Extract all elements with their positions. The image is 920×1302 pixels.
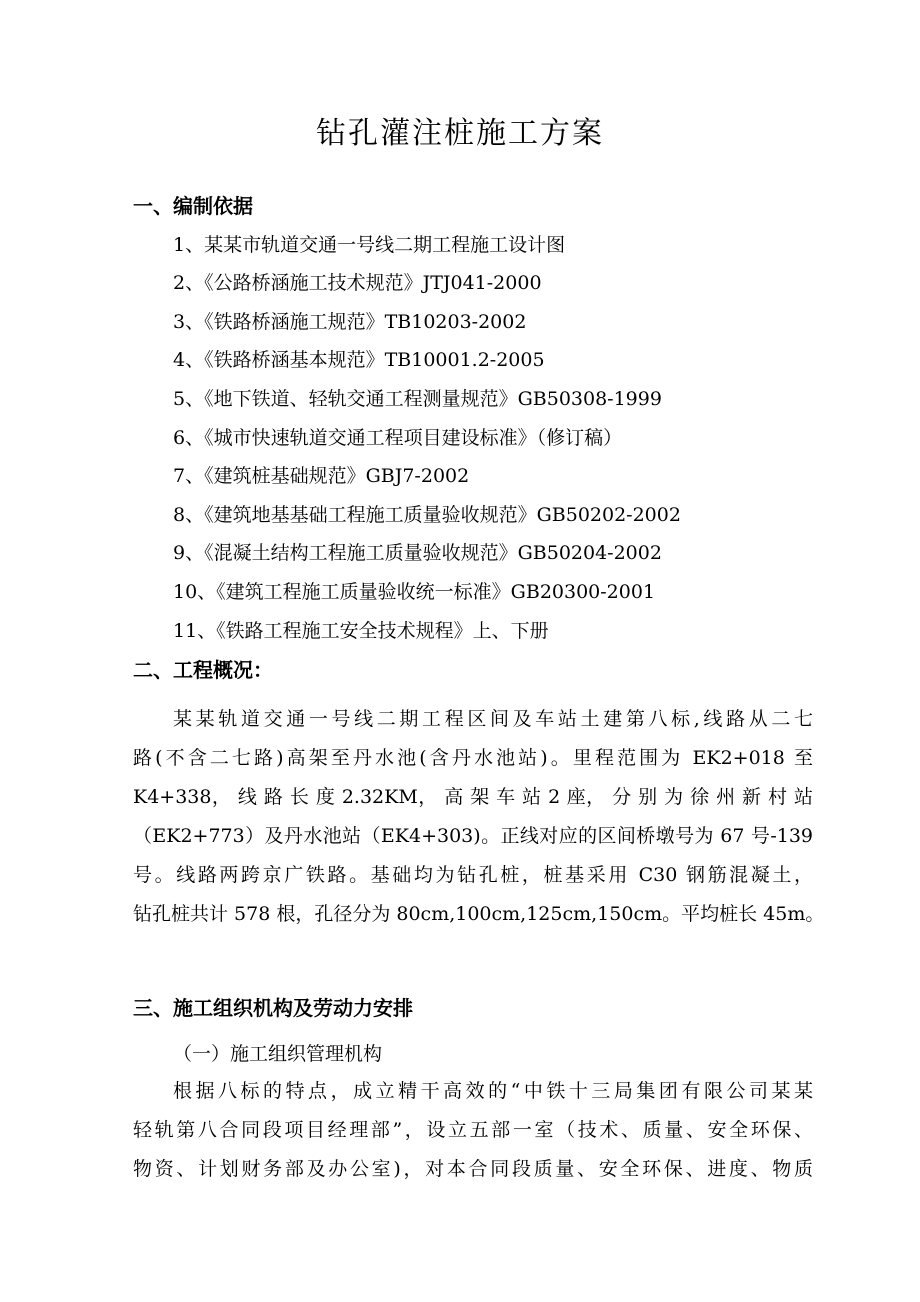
- paragraph-line: 路(不含二七路)高架至丹水池(含丹水池站)。里程范围为 EK2+018 至: [133, 747, 813, 769]
- reference-item: 7、《建筑桩基础规范》GBJ7-2002: [173, 465, 470, 487]
- section-heading-overview: 二、工程概况：: [133, 658, 273, 682]
- reference-item: 2、《公路桥涵施工技术规范》JTJ041-2000: [173, 272, 542, 294]
- reference-item: 6、《城市快速轨道交通工程项目建设标准》（修订稿）: [173, 427, 623, 449]
- reference-item: 11、《铁路工程施工安全技术规程》上、下册: [173, 620, 549, 642]
- document-title: 钻孔灌注桩施工方案: [316, 116, 604, 151]
- reference-item: 3、《铁路桥涵施工规范》TB10203-2002: [173, 311, 527, 333]
- paragraph-line: K4+338， 线 路 长 度 2.32KM， 高 架 车 站 2 座， 分 别 为 徐 州 新 村 站: [133, 786, 813, 808]
- section-heading-organization: 三、施工组织机构及劳动力安排: [133, 996, 413, 1020]
- paragraph-line: 物资、计划财务部及办公室)，对本合同段质量、安全环保、进度、物质: [133, 1158, 813, 1180]
- paragraph-line: 某某轨道交通一号线二期工程区间及车站土建第八标,线路从二七: [173, 708, 813, 730]
- reference-item: 10、《建筑工程施工质量验收统一标准》GB20300-2001: [173, 581, 656, 603]
- overview-paragraph: [133, 700, 825, 934]
- subsection-heading: （一）施工组织管理机构: [173, 1043, 383, 1065]
- reference-item: 4、《铁路桥涵基本规范》TB10001.2-2005: [173, 349, 545, 371]
- paragraph-line: 轻轨第八合同段项目经理部”，设立五部一室（技术、质量、安全环保、: [133, 1119, 813, 1141]
- paragraph-line: 钻孔桩共计 578 根，孔径分为 80cm,100cm,125cm,150cm。平均桩长 45m。: [133, 903, 825, 925]
- reference-item: 1、某某市轨道交通一号线二期工程施工设计图: [173, 234, 566, 256]
- paragraph-line: 号。线路两跨京广铁路。基础均为钻孔桩，桩基采用 C30 钢筋混凝土，: [133, 864, 813, 886]
- organization-paragraph: [133, 1072, 813, 1189]
- reference-item: 9、《混凝土结构工程施工质量验收规范》GB50204-2002: [173, 542, 662, 564]
- section-heading-basis: 一、编制依据: [133, 194, 253, 218]
- reference-item: 5、《地下铁道、轻轨交通工程测量规范》GB50308-1999: [173, 388, 662, 410]
- reference-item: 8、《建筑地基基础工程施工质量验收规范》GB50202-2002: [173, 504, 681, 526]
- paragraph-line: （EK2+773）及丹水池站（EK4+303)。正线对应的区间桥墩号为 67 号-139: [133, 825, 813, 847]
- paragraph-line: 根据八标的特点，成立精干高效的“中铁十三局集团有限公司某某: [173, 1080, 813, 1102]
